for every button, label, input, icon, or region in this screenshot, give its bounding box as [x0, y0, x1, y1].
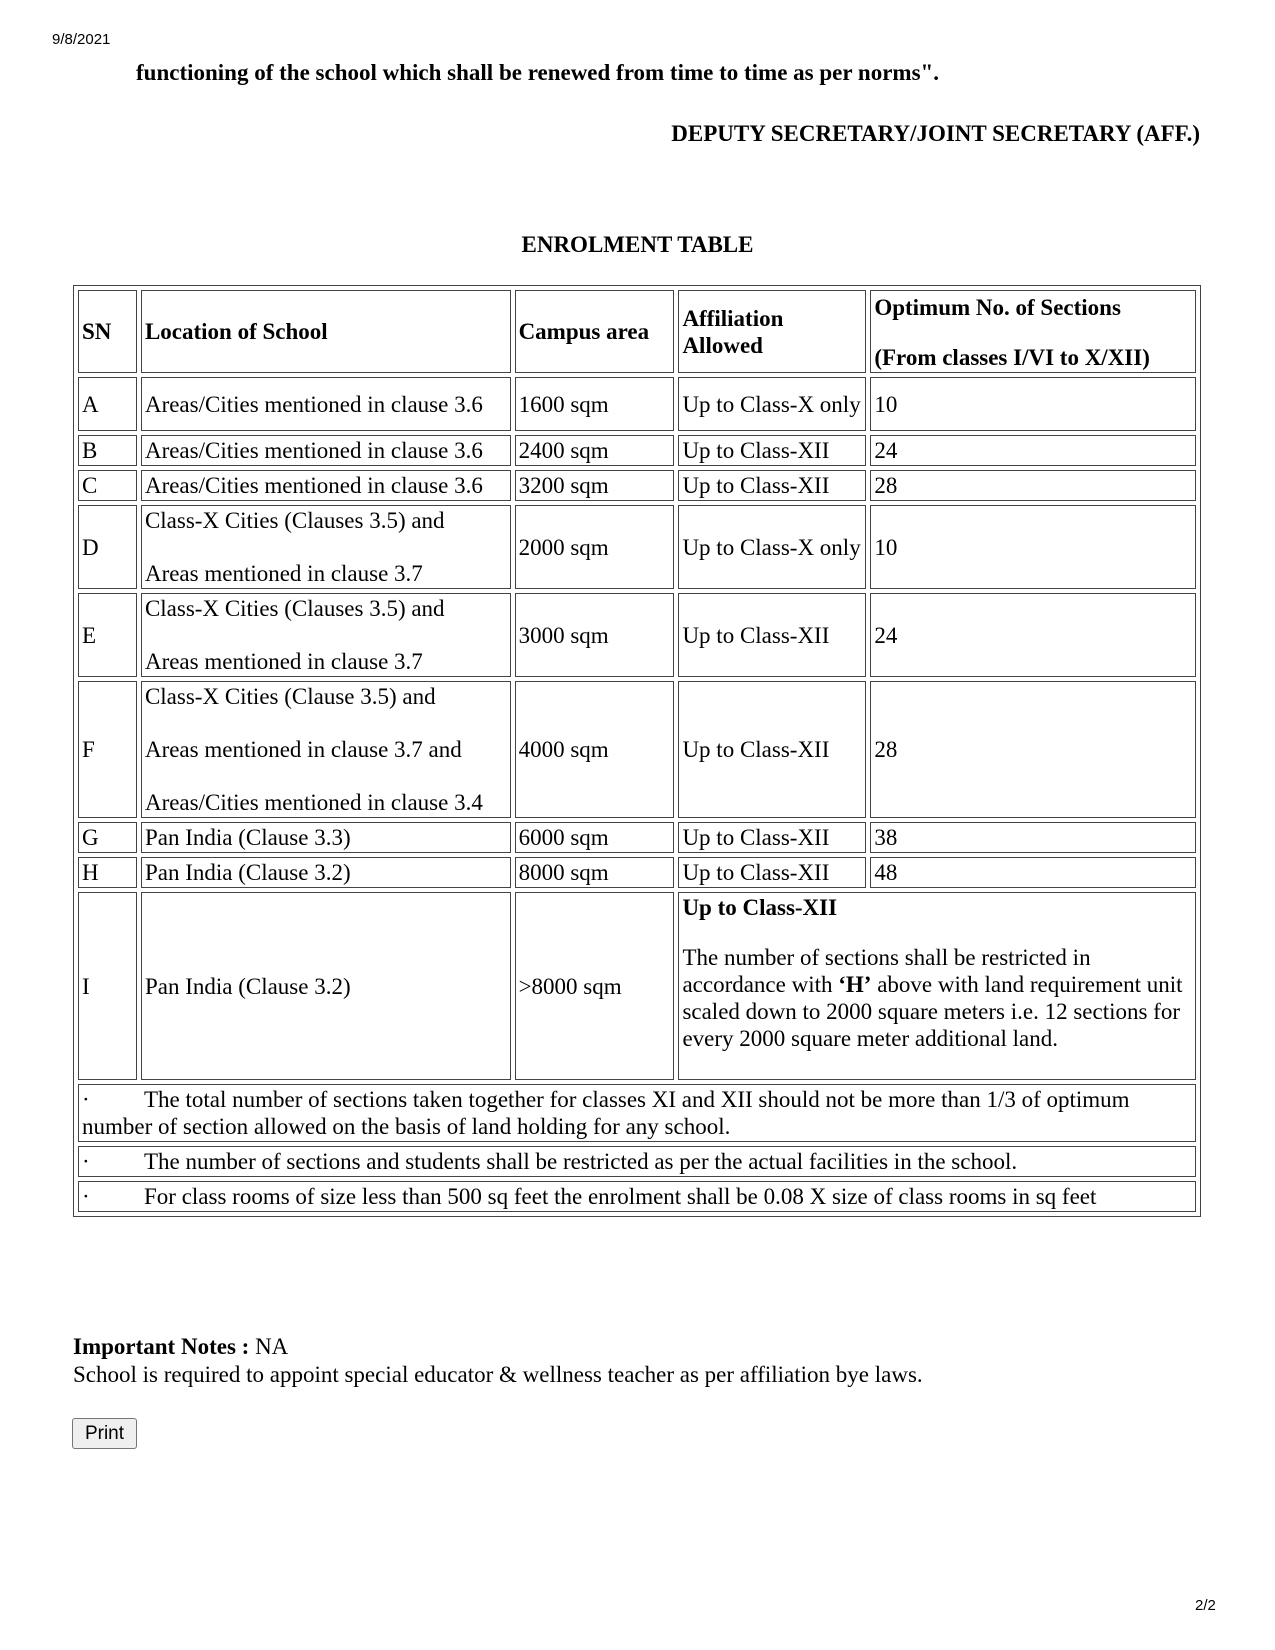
table-row — [78, 681, 1196, 818]
cell-location — [141, 505, 511, 589]
location-line: Areas/Cities mentioned in clause 3.6 — [144, 438, 483, 463]
cell-sections: 24 — [870, 435, 1196, 466]
cell-sn: A — [78, 377, 137, 431]
table-row — [78, 892, 1196, 1080]
note-cell — [78, 1084, 1196, 1142]
cell-sn: G — [78, 822, 137, 853]
table-row — [78, 593, 1196, 677]
bullet-icon: · — [82, 1087, 90, 1112]
cell-campus-area: 1600 sqm — [515, 377, 675, 431]
cell-sections: 48 — [870, 857, 1196, 888]
cell-affiliation: Up to Class-XII — [678, 435, 866, 466]
important-notes-text: School is required to appoint special educator & wellness teacher as per affiliation bye laws. — [73, 1362, 923, 1387]
location-line: Class-X Cities (Clauses 3.5) and — [144, 508, 445, 533]
table-row — [78, 470, 1196, 501]
location-line: Pan India (Clause 3.2) — [144, 860, 351, 885]
cell-location — [141, 470, 511, 501]
cell-sections: 38 — [870, 822, 1196, 853]
table-row — [78, 857, 1196, 888]
page-number: 2/2 — [1195, 1597, 1216, 1614]
location-line: Areas mentioned in clause 3.7 and — [144, 737, 462, 762]
cell-location — [141, 377, 511, 431]
header-optimum-line2: (From classes I/VI to X/XII) — [874, 345, 1150, 370]
location-line: Areas/Cities mentioned in clause 3.4 — [144, 790, 483, 815]
important-notes-value: NA — [255, 1334, 289, 1359]
cell-sn: I — [78, 892, 137, 1080]
cell-affiliation: Up to Class-XII — [678, 681, 866, 818]
table-header-row — [78, 290, 1196, 373]
table-row — [78, 505, 1196, 589]
header-sn: SN — [78, 290, 137, 373]
cell-sections: 10 — [870, 377, 1196, 431]
cell-location — [141, 435, 511, 466]
cell-campus-area: 8000 sqm — [515, 857, 675, 888]
cell-location — [141, 857, 511, 888]
header-optimum-sections — [870, 290, 1196, 373]
cell-affiliation: Up to Class-XII — [678, 470, 866, 501]
cell-affiliation: Up to Class-XII — [678, 822, 866, 853]
cell-affiliation: Up to Class-X only — [678, 505, 866, 589]
note-text: The number of sections and students shall be restricted as per the actual facilities in the school. — [144, 1149, 1018, 1174]
affiliation-label: Up to Class-XII — [682, 895, 838, 920]
cell-campus-area: 2400 sqm — [515, 435, 675, 466]
note-reference: ‘H’ — [838, 972, 872, 997]
intro-text: functioning of the school which shall be renewed from time to time as per norms". — [136, 60, 940, 85]
cell-location — [141, 822, 511, 853]
cell-location: Pan India (Clause 3.2) — [141, 892, 511, 1080]
cell-location — [141, 681, 511, 818]
location-line: Areas mentioned in clause 3.7 — [144, 561, 423, 586]
location-line: Areas mentioned in clause 3.7 — [144, 649, 423, 674]
cell-affiliation: Up to Class-X only — [678, 377, 866, 431]
cell-affiliation-note — [678, 892, 1196, 1080]
cell-sections: 24 — [870, 593, 1196, 677]
header-optimum-line1: Optimum No. of Sections — [874, 295, 1121, 320]
section-restriction-note — [682, 944, 1192, 1052]
table-row — [78, 435, 1196, 466]
note-text: The total number of sections taken together for classes XI and XII should not be more than 1/3 of optimum number of section allowed on the basis of land holding for any school. — [82, 1087, 1130, 1139]
location-line: Class-X Cities (Clause 3.5) and — [144, 684, 436, 709]
location-line: Areas/Cities mentioned in clause 3.6 — [144, 391, 483, 417]
bullet-icon: · — [82, 1149, 90, 1174]
cell-campus-area: 3200 sqm — [515, 470, 675, 501]
cell-campus-area: 2000 sqm — [515, 505, 675, 589]
enrolment-table — [73, 285, 1201, 1217]
important-notes — [73, 1333, 923, 1389]
note-text: For class rooms of size less than 500 sq feet the enrolment shall be 0.08 X size of class rooms in sq feet — [144, 1184, 1097, 1209]
table-row — [78, 822, 1196, 853]
print-button[interactable]: Print — [72, 1418, 137, 1449]
location-line: Class-X Cities (Clauses 3.5) and — [144, 596, 445, 621]
bullet-icon: · — [82, 1184, 90, 1209]
cell-sections: 28 — [870, 681, 1196, 818]
cell-sections: 10 — [870, 505, 1196, 589]
cell-campus-area: 6000 sqm — [515, 822, 675, 853]
cell-sections: 28 — [870, 470, 1196, 501]
cell-campus-area: >8000 sqm — [515, 892, 675, 1080]
note-text: above with land requirement unit scaled down to 2000 square meters i.e. 12 sections for every 2000 square meter additional land. — [682, 972, 1183, 1051]
cell-sn: B — [78, 435, 137, 466]
cell-affiliation: Up to Class-XII — [678, 593, 866, 677]
note-cell — [78, 1146, 1196, 1177]
cell-sn: E — [78, 593, 137, 677]
note-text: The number of sections shall be restricted in accordance with — [682, 945, 1091, 997]
cell-campus-area: 4000 sqm — [515, 681, 675, 818]
cell-sn: F — [78, 681, 137, 818]
table-note-row — [78, 1084, 1196, 1142]
header-location: Location of School — [141, 290, 511, 373]
note-cell — [78, 1181, 1196, 1212]
table-title: ENROLMENT TABLE — [521, 232, 754, 257]
cell-sn: H — [78, 857, 137, 888]
cell-location — [141, 593, 511, 677]
location-line: Areas/Cities mentioned in clause 3.6 — [144, 473, 483, 498]
cell-affiliation: Up to Class-XII — [678, 857, 866, 888]
cell-sn: C — [78, 470, 137, 501]
important-notes-label: Important Notes : — [73, 1334, 250, 1359]
print-date: 9/8/2021 — [52, 31, 111, 48]
header-affiliation: Affiliation Allowed — [678, 290, 866, 373]
table-row — [78, 377, 1196, 431]
table-note-row — [78, 1181, 1196, 1212]
signatory: DEPUTY SECRETARY/JOINT SECRETARY (AFF.) — [671, 121, 1200, 146]
cell-sn: D — [78, 505, 137, 589]
location-line: Pan India (Clause 3.3) — [144, 825, 351, 850]
cell-campus-area: 3000 sqm — [515, 593, 675, 677]
table-note-row — [78, 1146, 1196, 1177]
header-campus-area: Campus area — [515, 290, 675, 373]
